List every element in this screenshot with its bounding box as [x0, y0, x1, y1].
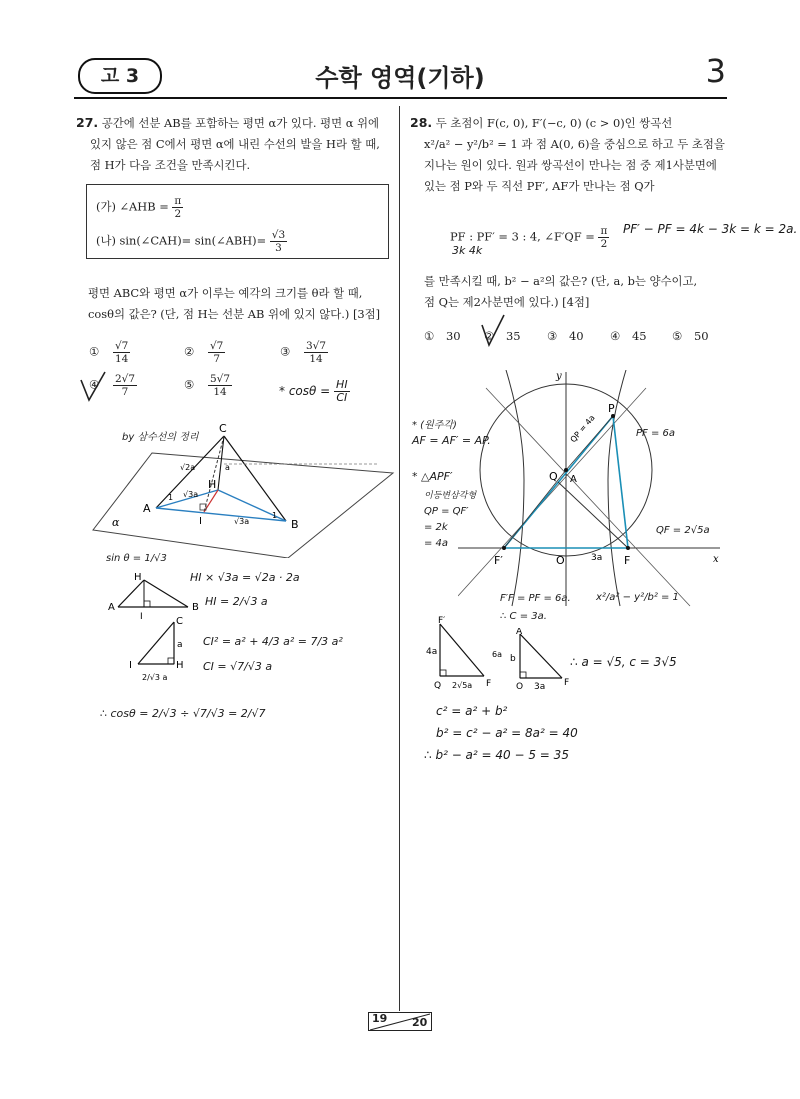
point-f — [626, 546, 630, 550]
svg-text:A: A — [516, 628, 523, 637]
q27-final: ∴ cosθ = 2/√3 ÷ √7/√3 = 2/√7 — [100, 707, 266, 720]
q28-qf: QF = 2√5a — [656, 525, 710, 536]
q27-choice-1[interactable]: ① $\frac{√7}{14}$ — [89, 340, 129, 365]
q27-ci-eq1: CI² = a² + 4/3 a² = 7/3 a² — [203, 635, 343, 648]
svg-text:4a: 4a — [426, 647, 438, 657]
point-a — [564, 468, 568, 472]
label-seg-ah: √2a — [180, 463, 196, 472]
label-p: P — [608, 402, 615, 415]
label-3a: 3a — [591, 553, 603, 563]
footer-page-right: 20 — [412, 1016, 428, 1029]
label-o: O — [556, 554, 565, 567]
q28-b2: b² = c² − a² = 8a² = 40 — [436, 726, 578, 740]
svg-text:F′: F′ — [438, 616, 446, 626]
q28-answer: ∴ b² − a² = 40 − 5 = 35 — [424, 748, 569, 762]
line-2 — [458, 388, 646, 596]
q28-c2: c² = a² + b² — [436, 704, 508, 718]
q27-line: 공간에 선분 AB를 포함하는 평면 α가 있다. 평면 α 위에 — [101, 116, 380, 130]
svg-text:I: I — [129, 660, 132, 671]
label-angle-1: 1 — [168, 493, 174, 502]
q27-cond-ga: (가) ∠AHB = $\frac{\pi}{2}$ — [96, 195, 182, 220]
label-c: C — [219, 422, 227, 435]
label-x: x — [713, 554, 719, 565]
label-b: B — [291, 518, 299, 531]
svg-text:H: H — [176, 660, 184, 671]
q27-choice-4[interactable]: ④ $\frac{2√7}{7}$ — [89, 373, 136, 398]
svg-text:F: F — [564, 678, 570, 688]
label-angle-2: 1 — [272, 511, 278, 520]
q28-after: 를 만족시킬 때, b² − a²의 값은? (단, a, b는 양수이고, 점 Q는 제2사분면에 있다.) [4점] — [424, 274, 698, 309]
q27-figure — [88, 418, 400, 558]
footer-page-left: 19 — [372, 1012, 388, 1025]
label-fprime: F′ — [494, 554, 503, 567]
q27-line: 점 H가 다음 조건을 만족시킨다. — [90, 158, 251, 172]
svg-text:I: I — [140, 612, 143, 620]
label-seg-ch: a — [225, 463, 230, 472]
q28-a-c: ∴ a = √5, c = 3√5 — [570, 655, 677, 669]
q27-triangle-cih — [128, 614, 208, 684]
point-fp — [502, 546, 506, 550]
label-qp-4a: QP = 4a — [568, 413, 597, 445]
q28-check-icon — [478, 313, 508, 347]
q28-cyclic-title: * (원주각) — [412, 420, 457, 431]
grade-badge: 고 3 — [78, 58, 162, 94]
q28-cyclic-eq: AF = AF′ = AP. — [412, 434, 491, 447]
label-q: Q — [549, 470, 558, 483]
q28-qp-eq: QP = QF′ — [424, 506, 469, 517]
q28-choice-3[interactable]: ③ 40 — [547, 329, 584, 343]
svg-text:H: H — [134, 572, 142, 583]
q27-choice-3[interactable]: ③ $\frac{3√7}{14}$ — [280, 340, 327, 365]
label-a: A — [143, 502, 151, 515]
column-divider — [399, 106, 400, 1011]
label-alpha: α — [112, 516, 120, 529]
plane-alpha — [93, 453, 393, 558]
svg-text:F: F — [486, 679, 492, 689]
label-a: A — [570, 474, 577, 485]
svg-text:2√5a: 2√5a — [452, 681, 473, 690]
label-seg-ai: √3a — [183, 490, 199, 499]
q27-cond-na: (나) sin(∠CAH)= sin(∠ABH)= $\frac{√3}{3}$ — [96, 229, 286, 254]
q28-apf-title: * △APF′ — [412, 470, 453, 483]
q27-cos-formula: * cosθ = $\frac{HI}{CI}$ — [279, 378, 348, 404]
label-seg-ab: √3a — [234, 517, 250, 526]
segment-qf — [558, 482, 628, 548]
q27-choice-2[interactable]: ② $\frac{√7}{7}$ — [184, 340, 224, 365]
segment-pf — [613, 416, 628, 548]
q28-two-k: = 2k — [424, 522, 448, 533]
q28-ff: F′F = PF = 6a. — [500, 593, 571, 604]
q27-number: 27. — [76, 115, 99, 130]
label-y: y — [556, 371, 562, 382]
q28-triangle-aof — [510, 628, 574, 692]
q28-triangle-fqf — [420, 616, 510, 692]
q28-apf-sub: 이등변삼각형 — [424, 491, 477, 501]
svg-text:O: O — [516, 682, 524, 692]
q28-figure — [458, 370, 728, 610]
label-i: I — [199, 516, 202, 527]
q27-sin-note: sin θ = 1/√3 — [106, 553, 167, 564]
page-title: 수학 영역(기하) — [315, 64, 485, 92]
svg-text:6a: 6a — [492, 650, 502, 659]
q28-four-a: = 4a — [424, 538, 449, 549]
q27-line: 있지 않은 점 C에서 평면 α에 내린 수선의 발을 H라 할 때, — [90, 137, 380, 151]
q27-check-icon — [78, 370, 108, 404]
label-h: H — [208, 478, 217, 491]
q28-cond-sub: 3k 4k — [452, 244, 483, 257]
q28-problem: 28. 두 초점이 F(c, 0), F′(−c, 0) (c > 0)인 쌍곡선 x²/a² − y²/b² = 1 과 점 A(0, 6)을 중심으로 하고 두 초점을 지나는 원이 있다. 원과 쌍곡선이 만나는 점 중 제1사분면에 있는 점 P와 두 직선 PF′, AF가 만나는 점 Q가 — [410, 115, 725, 193]
svg-text:a: a — [177, 640, 183, 650]
header-rule — [74, 97, 727, 99]
q27-triangle-habi — [106, 570, 202, 620]
q28-number: 28. — [410, 115, 433, 130]
edge-ch — [218, 436, 224, 490]
q28-choice-5[interactable]: ⑤ 50 — [672, 329, 709, 343]
q27-hi-eq1: HI × √3a = √2a · 2a — [190, 571, 300, 584]
q28-choice-2[interactable]: ② 35 — [484, 329, 521, 343]
svg-text:Q: Q — [434, 681, 442, 691]
svg-text:B: B — [192, 602, 199, 613]
q28-condition: PF : PF′ = 3 : 4, ∠F′QF = $\frac{\pi}{2}$ — [450, 225, 608, 250]
q27-after: 평면 ABC와 평면 α가 이루는 예각의 크기를 θ라 할 때, cosθ의 값은? (단, 점 H는 선분 AB 위에 있지 않다.) [3점] — [88, 286, 381, 321]
page-number: 3 — [705, 52, 726, 90]
label-f: F — [624, 554, 631, 567]
q27-ci-eq2: CI = √7/√3 a — [203, 660, 273, 673]
svg-text:3a: 3a — [534, 682, 546, 692]
q28-hand-right: PF′ − PF = 4k − 3k = k = 2a. — [623, 222, 798, 236]
q27-hi-eq2: HI = 2/√3 a — [205, 595, 268, 608]
q28-choice-4[interactable]: ④ 45 — [610, 329, 647, 343]
edge-cb — [224, 436, 286, 521]
svg-text:A: A — [108, 602, 115, 613]
edge-ab — [156, 508, 286, 521]
q28-hyperbola-note: x²/a² − y²/b² = 1 — [596, 592, 679, 603]
q28-choice-1[interactable]: ① 30 — [424, 329, 461, 343]
q27-problem — [76, 112, 392, 176]
q27-choice-5[interactable]: ⑤ $\frac{5√7}{14}$ — [184, 373, 231, 398]
q27-theorem-note: by 삼수선의 정리 — [122, 432, 199, 443]
q28-c3a: ∴ C = 3a. — [500, 611, 547, 622]
svg-text:2/√3 a: 2/√3 a — [142, 673, 168, 682]
q28-pf-6a: PF = 6a — [636, 428, 676, 439]
svg-text:C: C — [176, 616, 183, 627]
svg-text:b: b — [510, 654, 516, 664]
